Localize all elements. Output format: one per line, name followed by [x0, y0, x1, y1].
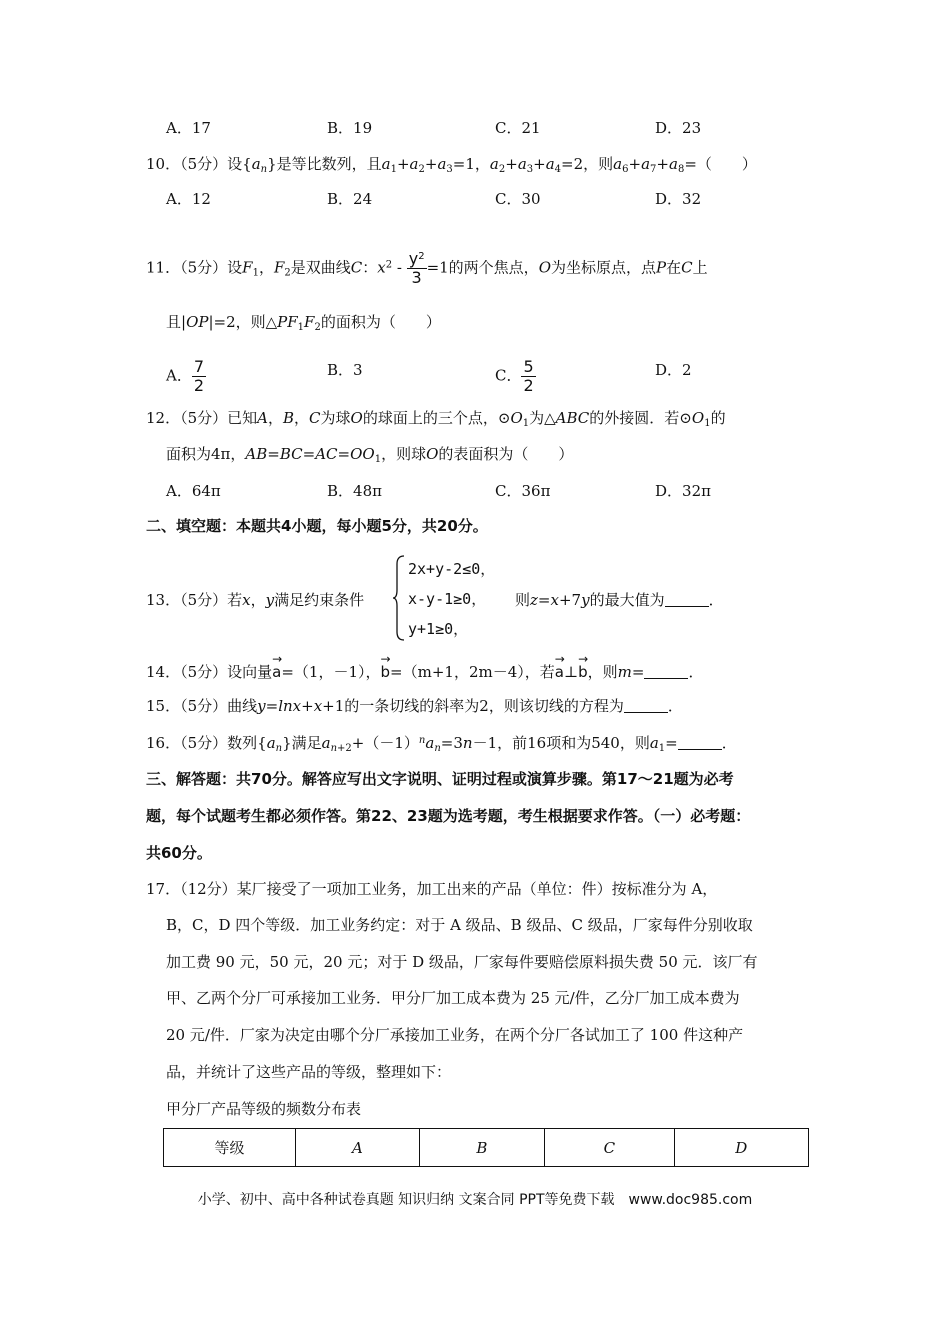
- q10-option-c: C．30: [495, 190, 541, 208]
- q12-option-c: C．36π: [495, 482, 551, 500]
- section-3-heading-line-2: 题，每个试题考生都必须作答。第22、23题为选考题，考生根据要求作答。（一）必考题：: [146, 807, 751, 825]
- page-footer: 小学、初中、高中各种试卷真题 知识归纳 文案合同 PPT等免费下载 www.doc985.com: [197, 1192, 753, 1208]
- vector-b: → b: [381, 662, 391, 682]
- table-header-cell: B: [419, 1129, 544, 1167]
- table-header-cell: D: [674, 1129, 808, 1167]
- q17-line-6: 品，并统计了这些产品的等级，整理如下：: [166, 1063, 452, 1081]
- q10-option-d: D．32: [655, 190, 702, 208]
- table-header-row: [164, 1129, 809, 1167]
- vector-a: → a: [272, 662, 281, 682]
- q13-constraint-2: x-y-1≥0，: [408, 590, 487, 608]
- q16-stem: 16．（5分）数列$\{a_n\}$满足$a_{n+2}+(-1)^na_n=3n-1$，前16项和为540，则$a_1=$ ．: [146, 734, 737, 754]
- q12-option-a: A．64π: [166, 482, 221, 500]
- q17-line-4: 甲、乙两个分厂可承接加工业务．甲分厂加工成本费为 25 元/件，乙分厂加工成本费为: [166, 989, 740, 1007]
- q15-stem: 15．（5分）曲线y=lnx+x+1的一条切线的斜率为2，则该切线的方程为 ．: [146, 697, 683, 715]
- q9-option-d: D．23: [655, 119, 702, 137]
- q14-answer-blank: [644, 664, 688, 679]
- section-2-heading: 二、填空题：本题共4小题，每小题5分，共20分。: [146, 517, 488, 535]
- section-3-heading-line-1: 三、解答题：共70分。解答应写出文字说明、证明过程或演算步骤。第17～21题为必考: [146, 770, 734, 788]
- q11-fraction: $\frac{y^2}{3}$: [408, 249, 425, 287]
- q9-option-a: A．17: [166, 119, 211, 137]
- q9-option-c: C．21: [495, 119, 541, 137]
- q11-option-b: B．3: [327, 361, 363, 379]
- q12-stem: 12．（5分）已知A，B，C为球O的球面上的三个点，$⊙O_1$为△ABC的外接圆．若$⊙O_1$的: [146, 409, 726, 429]
- q9-option-b: B．19: [327, 119, 373, 137]
- q10-option-b: B．24: [327, 190, 373, 208]
- q17-table-title: 甲分厂产品等级的频数分布表: [166, 1100, 362, 1118]
- table-header-cell: C: [545, 1129, 674, 1167]
- section-3-heading-line-3: 共60分。: [146, 844, 212, 862]
- q10-option-a: A．12: [166, 190, 211, 208]
- q13-stem-left: 13．（5分）若x，y满足约束条件: [146, 591, 365, 609]
- table-header-cell: A: [296, 1129, 420, 1167]
- q17-line-5: 20 元/件．厂家为决定由哪个分厂承接加工业务，在两个分厂各试加工了 100 件这种产: [166, 1026, 744, 1044]
- q13-stem-right: 则z=x+7y的最大值为 ．: [515, 591, 724, 609]
- q13-left-brace: [392, 554, 406, 642]
- q13-constraint-1: 2x+y-2≤0，: [408, 560, 496, 578]
- q16-answer-blank: [678, 735, 722, 750]
- q12-stem-line2: 面积为4π，$AB=BC=AC=OO_1$，则球O的表面积为（ ）: [166, 445, 574, 465]
- q13-constraint-3: y+1≥0，: [408, 620, 469, 638]
- q12-option-d: D．32π: [655, 482, 711, 500]
- q13-answer-blank: [665, 592, 709, 607]
- q14-stem: 14．（5分）设向量→ a=（1，－1），→ b=（m+1，2m－4），若→ a⊥→ b，则m= ．: [146, 662, 703, 682]
- q11-option-a: A． $\frac{7}{2}$: [166, 357, 205, 395]
- table-header-cell: 等级: [164, 1129, 296, 1167]
- q15-answer-blank: [624, 698, 668, 713]
- q12-option-b: B．48π: [327, 482, 382, 500]
- q11-option-c: C． $\frac{5}{2}$: [495, 357, 534, 395]
- q10-stem: 10．（5分）设$\{a_n\}$是等比数列，且$a_1+a_2+a_3=1$，$a_2+a_3+a_4=2$，则$a_6+a_7+a_8=$（ ）: [146, 155, 757, 175]
- q11-option-d: D．2: [655, 361, 692, 379]
- q17-line-3: 加工费 90 元，50 元，20 元；对于 D 级品，厂家每件要赔偿原料损失费 50 元．该厂有: [166, 953, 758, 971]
- q11-stem: 11．（5分）设$F_1$，$F_2$是双曲线C：$x^2$ - $\frac{y^2}{3}$ =1的两个焦点，O为坐标原点，点P在C上: [146, 249, 708, 287]
- q11-stem-line2: 且|OP|=2，则$\triangle PF_1F_2$的面积为（ ）: [166, 313, 441, 333]
- q17-line-2: B，C，D 四个等级．加工业务约定：对于 A 级品、B 级品、C 级品，厂家每件分别收取: [166, 916, 753, 934]
- q17-line-1: 17．（12分）某厂接受了一项加工业务，加工出来的产品（单位：件）按标准分为 A，: [146, 880, 718, 898]
- grade-frequency-table: [163, 1128, 809, 1167]
